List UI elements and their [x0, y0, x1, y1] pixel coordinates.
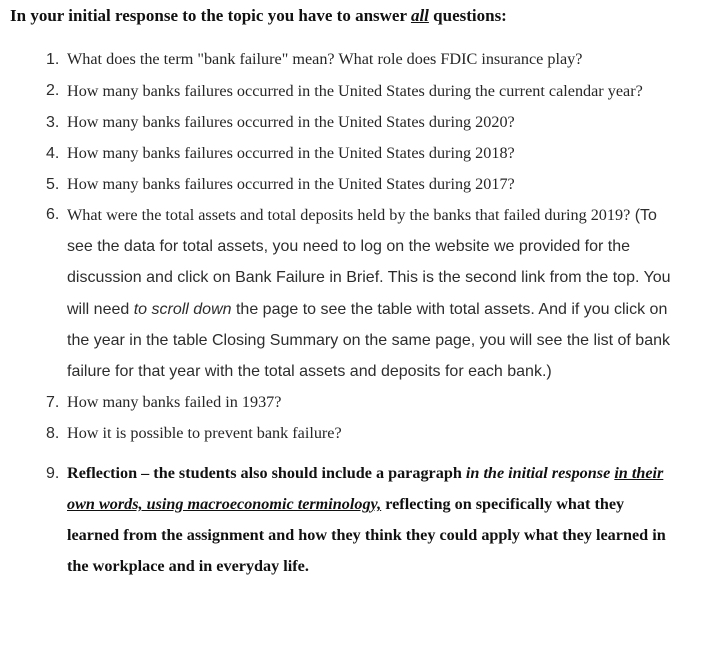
question-text: How many banks failed in 1937?: [67, 393, 282, 412]
question-text: What does the term "bank failure" mean? What role does FDIC insurance play?: [67, 50, 583, 68]
question-3: [0, 107, 709, 138]
question-number: 1.: [46, 51, 60, 68]
question-number: 6.: [46, 206, 60, 223]
question-5: [0, 169, 709, 200]
reflection-part-5: reflecting on specifically what they learned from the assignment and how they think they could apply what they learned in the workplace and in everyday life.: [67, 495, 666, 576]
question-text: How many banks failures occurred in the United States during 2017?: [67, 175, 515, 193]
question-number: 4.: [46, 145, 60, 162]
instructions-heading: [10, 6, 507, 26]
question-2: [0, 75, 709, 107]
question-text: How many banks failures occurred in the United States during the current calendar year?: [67, 82, 643, 100]
question-text: How it is possible to prevent bank failure?: [67, 424, 342, 443]
question-number: 9.: [46, 465, 60, 483]
question-7: [0, 387, 709, 418]
heading-prefix: In your initial response to the topic you have to answer: [10, 6, 411, 25]
question-text: How many banks failures occurred in the United States during 2020?: [67, 113, 515, 131]
question-list: [0, 44, 709, 582]
question-number: 5.: [46, 176, 60, 193]
question-number: 7.: [46, 394, 60, 412]
question-6: [0, 200, 709, 387]
note-before: (To see the data for total assets, you need to log on the website we provided for the discussion and click on Bank Failure in Brief. This is the second link from the top. You will need: [67, 207, 671, 318]
question-4: [0, 138, 709, 169]
question-text: How many banks failures occurred in the United States during 2018?: [67, 144, 515, 162]
question-6-note: [67, 207, 671, 380]
question-9-reflection: [0, 458, 709, 582]
question-text: What were the total assets and total deposits held by the banks that failed during 2019?: [67, 206, 631, 224]
question-number: 2.: [46, 82, 60, 99]
reflection-part-2: in the initial response: [465, 464, 611, 483]
heading-emphasis: all: [410, 6, 429, 25]
heading-suffix: questions:: [428, 6, 507, 25]
question-1: [0, 44, 709, 75]
question-number: 8.: [46, 425, 60, 443]
reflection-part-1: Reflection – the students also should include a paragraph: [67, 464, 466, 483]
reflection-part-4: in their own words, using macroeconomic terminology,: [67, 464, 664, 514]
question-number: 3.: [46, 114, 60, 131]
note-emphasis: to scroll down: [133, 300, 232, 318]
note-after: the page to see the table with total assets. And if you click on the year in the table Closing Summary on the same page, you will see the list of bank failure for that year with the total assets and deposits for each bank.): [67, 300, 670, 381]
question-8: [0, 418, 709, 449]
